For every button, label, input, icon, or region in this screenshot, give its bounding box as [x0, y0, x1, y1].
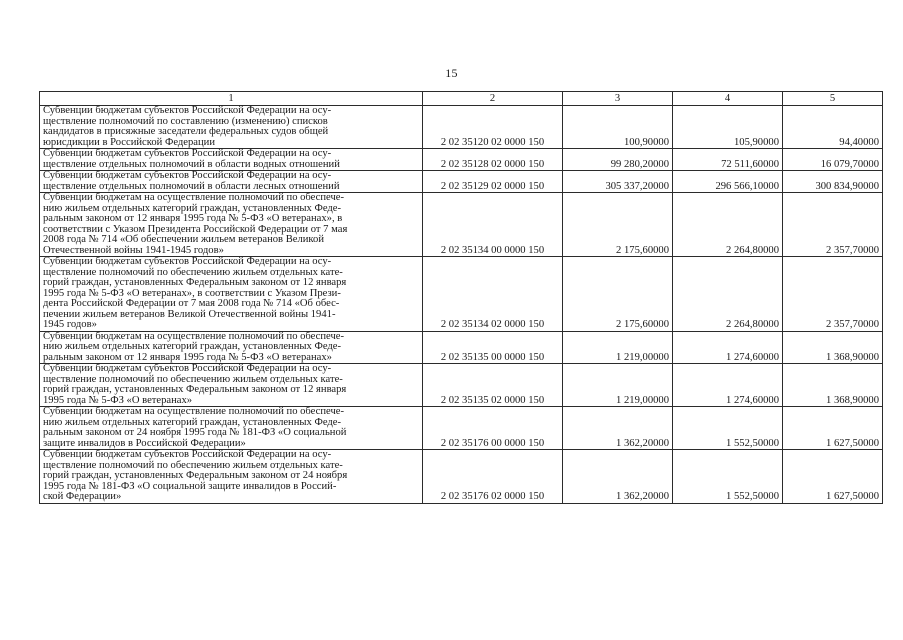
column-header-5: 5	[783, 92, 883, 106]
row-value-col5: 94,40000	[783, 106, 883, 149]
row-value-col5: 1 627,50000	[783, 407, 883, 450]
row-value-col3: 2 175,60000	[563, 257, 673, 332]
row-budget-code: 2 02 35176 02 0000 150	[423, 450, 563, 504]
row-value-col5: 300 834,90000	[783, 171, 883, 193]
row-value-col3: 305 337,20000	[563, 171, 673, 193]
row-value-col3: 1 219,00000	[563, 364, 673, 407]
row-value-col4: 1 552,50000	[673, 407, 783, 450]
row-budget-code: 2 02 35135 02 0000 150	[423, 364, 563, 407]
row-value-col5: 1 368,90000	[783, 331, 883, 364]
table-row	[40, 106, 883, 149]
row-description: Субвенции бюджетам субъектов Российской Федерации на осу- ществление полномочий по обеспечению жильем отдельных кате- горий граждан, установленных Федеральным законом от 12 января 1995 года № 5-ФЗ «О ветеранах»	[40, 364, 423, 407]
row-value-col5: 1 368,90000	[783, 364, 883, 407]
row-description: Субвенции бюджетам субъектов Российской Федерации на осу- ществление полномочий по обеспечению жильем отдельных кате- горий граждан, установленных Федеральным законом от 12 января 1995 года № 5-ФЗ «О ветеранах», в соответствии с Указом Прези- дента Российской Федерации от 7 мая 2008 года № 714 «Об обес- печении жильем ветеранов Великой Отечественной войны 1941- 1945 годов»	[40, 257, 423, 332]
row-value-col4: 296 566,10000	[673, 171, 783, 193]
table-row	[40, 171, 883, 193]
column-header-1: 1	[40, 92, 423, 106]
row-budget-code: 2 02 35134 02 0000 150	[423, 257, 563, 332]
row-budget-code: 2 02 35134 00 0000 150	[423, 193, 563, 257]
row-description: Субвенции бюджетам на осуществление полномочий по обеспече- нию жильем отдельных категорий граждан, установленных Феде- ральным законом от 12 января 1995 года № 5-ФЗ «О ветеранах»	[40, 331, 423, 364]
row-value-col4: 2 264,80000	[673, 257, 783, 332]
row-value-col4: 72 511,60000	[673, 149, 783, 171]
row-value-col3: 99 280,20000	[563, 149, 673, 171]
row-value-col5: 2 357,70000	[783, 257, 883, 332]
row-value-col3: 1 362,20000	[563, 407, 673, 450]
table-row	[40, 407, 883, 450]
table-row	[40, 364, 883, 407]
row-budget-code: 2 02 35120 02 0000 150	[423, 106, 563, 149]
table-row	[40, 257, 883, 332]
row-description: Субвенции бюджетам субъектов Российской Федерации на осу- ществление полномочий по составлению (изменению) списков кандидатов в присяжные заседатели федеральных судов общей юрисдикции в Российской Федерации	[40, 106, 423, 149]
table-row	[40, 331, 883, 364]
row-budget-code: 2 02 35129 02 0000 150	[423, 171, 563, 193]
page-number: 15	[445, 66, 458, 80]
row-description: Субвенции бюджетам субъектов Российской Федерации на осу- ществление отдельных полномочий в области водных отношений	[40, 149, 423, 171]
row-description: Субвенции бюджетам субъектов Российской Федерации на осу- ществление отдельных полномочий в области лесных отношений	[40, 171, 423, 193]
row-value-col3: 1 362,20000	[563, 450, 673, 504]
row-value-col5: 16 079,70000	[783, 149, 883, 171]
row-budget-code: 2 02 35135 00 0000 150	[423, 331, 563, 364]
row-budget-code: 2 02 35176 00 0000 150	[423, 407, 563, 450]
row-value-col4: 1 274,60000	[673, 331, 783, 364]
row-value-col4: 1 274,60000	[673, 364, 783, 407]
row-value-col3: 100,90000	[563, 106, 673, 149]
row-value-col3: 2 175,60000	[563, 193, 673, 257]
row-description: Субвенции бюджетам на осуществление полномочий по обеспече- нию жильем отдельных категорий граждан, установленных Феде- ральным законом от 12 января 1995 года № 5-ФЗ «О ветеранах», в соответствии с Указом Президента Российской Федерации от 7 мая 2008 года № 714 «Об обеспечении жильем ветеранов Великой Отечественной войны 1941-1945 годов»	[40, 193, 423, 257]
row-description: Субвенции бюджетам субъектов Российской Федерации на осу- ществление полномочий по обеспечению жильем отдельных кате- горий граждан, установленных Федеральным законом от 24 ноября 1995 года № 181-ФЗ «О социальной защите инвалидов в Россий- ской Федерации»	[40, 450, 423, 504]
row-description: Субвенции бюджетам на осуществление полномочий по обеспече- нию жильем отдельных категорий граждан, установленных Феде- ральным законом от 24 ноября 1995 года № 181-ФЗ «О социальной защите инвалидов в Российской Федерации»	[40, 407, 423, 450]
row-budget-code: 2 02 35128 02 0000 150	[423, 149, 563, 171]
table-row	[40, 149, 883, 171]
header-row	[40, 92, 883, 106]
column-header-2: 2	[423, 92, 563, 106]
row-value-col5: 1 627,50000	[783, 450, 883, 504]
row-value-col4: 105,90000	[673, 106, 783, 149]
subventions-table	[39, 91, 883, 504]
column-header-3: 3	[563, 92, 673, 106]
column-header-4: 4	[673, 92, 783, 106]
row-value-col5: 2 357,70000	[783, 193, 883, 257]
table-row	[40, 450, 883, 504]
row-value-col4: 2 264,80000	[673, 193, 783, 257]
table-row	[40, 193, 883, 257]
row-value-col3: 1 219,00000	[563, 331, 673, 364]
row-value-col4: 1 552,50000	[673, 450, 783, 504]
